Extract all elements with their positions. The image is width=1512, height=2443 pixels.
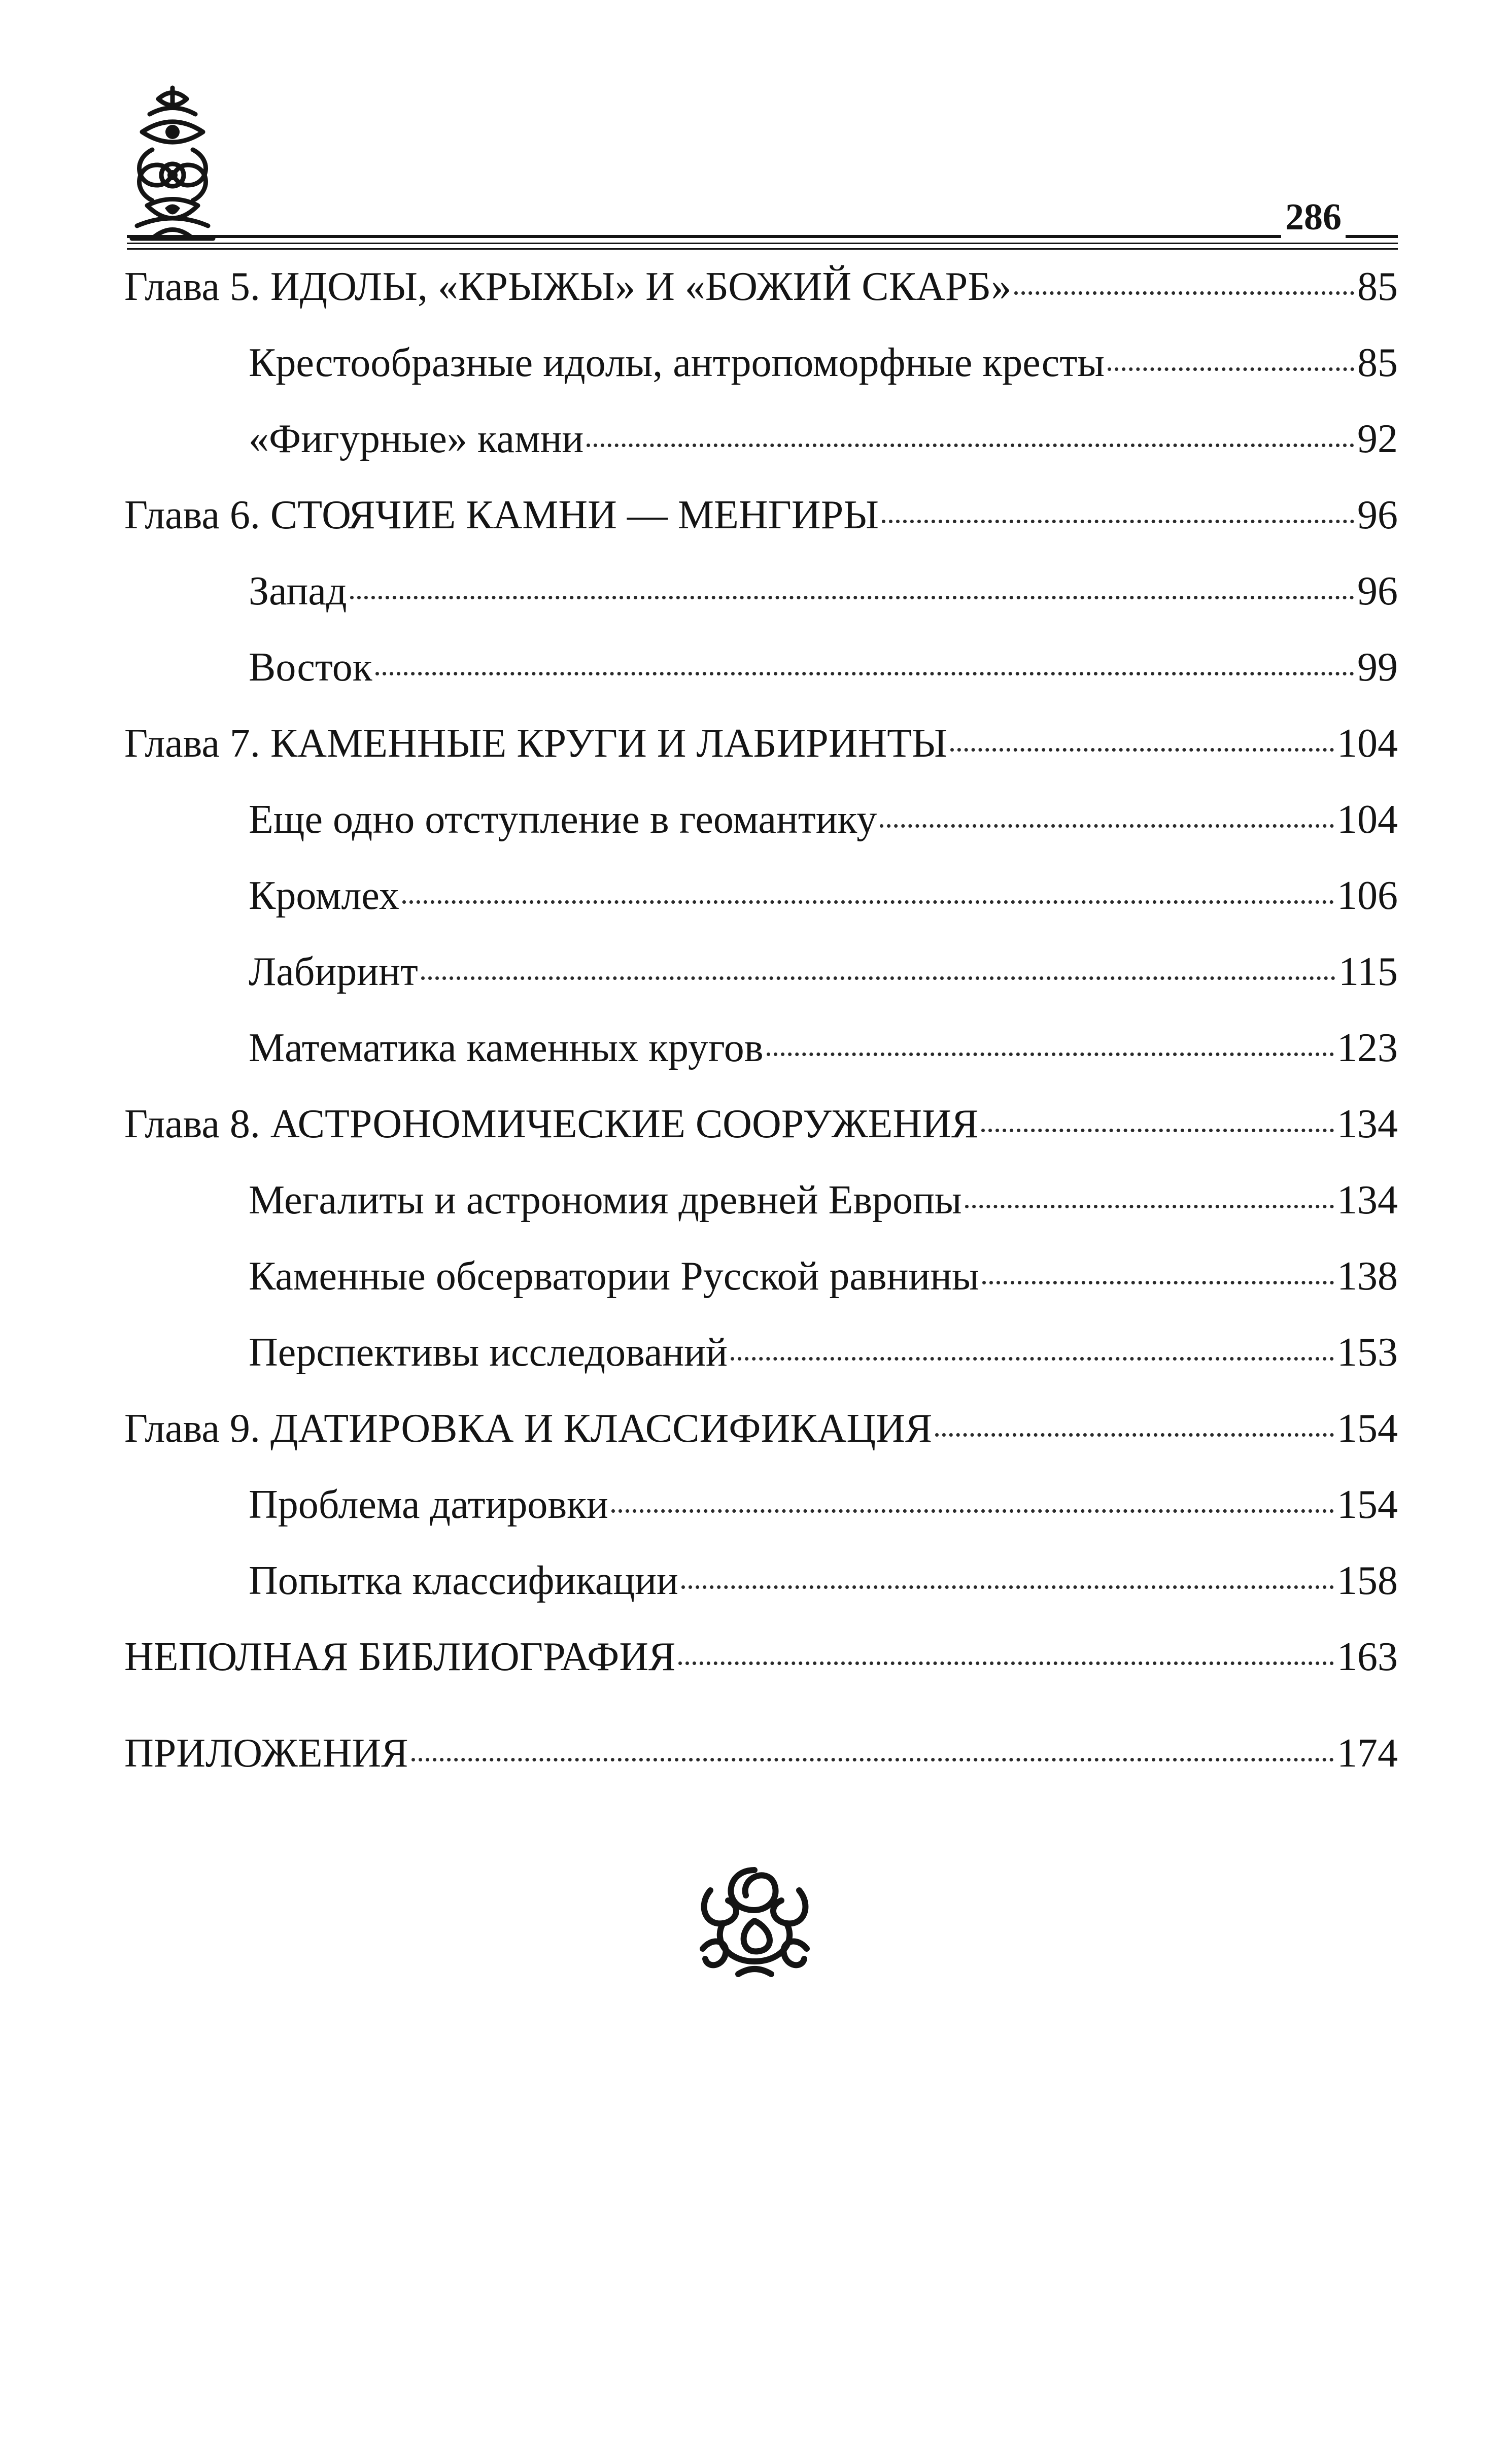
toc-entry-title: Перспективы исследований: [249, 1330, 728, 1375]
toc-chapter-entry: [124, 490, 1398, 566]
header-rule: [127, 243, 1398, 244]
toc-entry-page-number: 104: [1337, 797, 1398, 842]
toc-dot-leader: [1108, 367, 1354, 371]
toc-entry-title: Проблема датировки: [249, 1482, 608, 1527]
toc-dot-leader: [587, 444, 1354, 447]
toc-dot-leader: [1014, 291, 1354, 295]
toc-entry-page-number: 92: [1357, 417, 1398, 461]
toc-section-entry: [124, 566, 1398, 642]
toc-dot-leader: [880, 824, 1334, 828]
toc-entry-page-number: 123: [1337, 1026, 1398, 1070]
toc-entry-title: Математика каменных кругов: [249, 1026, 764, 1070]
toc-section-entry: [124, 414, 1398, 490]
toc-chapter-entry: [124, 1403, 1398, 1479]
toc-entry-title: Каменные обсерватории Русской равнины: [249, 1254, 979, 1299]
toc-dot-leader: [411, 1758, 1334, 1761]
toc-entry-page-number: 158: [1337, 1558, 1398, 1603]
toc-section-entry: [124, 946, 1398, 1023]
toc-entry-page-number: 96: [1357, 493, 1398, 537]
toc-entry-page-number: 153: [1337, 1330, 1398, 1375]
toc-entry-page-number: 96: [1357, 569, 1398, 614]
celtic-knot-tailpiece-icon: [693, 1860, 817, 1982]
toc-section-entry: [124, 1555, 1398, 1632]
page-header: [0, 0, 1512, 254]
toc-section-entry: [124, 870, 1398, 946]
toc-dot-leader: [421, 976, 1335, 980]
toc-entry-title: Запад: [249, 569, 347, 614]
toc-entry-title: Глава 5. ИДОЛЫ, «КРЫЖЫ» И «БОЖИЙ СКАРБ»: [124, 264, 1012, 309]
ornamental-knot-vignette-icon: [122, 84, 223, 251]
page-number: 286: [1281, 194, 1346, 240]
toc-section-entry: [124, 642, 1398, 718]
toc-entry-title: Кромлех: [249, 873, 399, 918]
toc-entry-page-number: 115: [1338, 949, 1398, 994]
toc-entry-page-number: 104: [1337, 721, 1398, 766]
toc-entry-page-number: 174: [1337, 1731, 1398, 1776]
toc-entry-page-number: 154: [1337, 1482, 1398, 1527]
toc-entry-page-number: 134: [1337, 1102, 1398, 1146]
toc-section-entry: [124, 1175, 1398, 1251]
toc-dot-leader: [611, 1509, 1334, 1513]
toc-entry-page-number: 99: [1357, 645, 1398, 690]
toc-dot-leader: [935, 1433, 1334, 1437]
toc-dot-leader: [402, 900, 1334, 904]
header-rule: [127, 248, 1398, 250]
toc-chapter-entry: [124, 1632, 1398, 1728]
toc-section-entry: [124, 794, 1398, 870]
toc-chapter-entry: [124, 1099, 1398, 1175]
toc-dot-leader: [375, 672, 1354, 675]
toc-entry-title: Мегалиты и астрономия древней Европы: [249, 1178, 962, 1223]
toc-section-entry: [124, 1479, 1398, 1555]
toc-entry-title: ПРИЛОЖЕНИЯ: [124, 1731, 408, 1776]
toc-dot-leader: [882, 520, 1354, 523]
toc-entry-page-number: 85: [1357, 264, 1398, 309]
toc-dot-leader: [981, 1129, 1334, 1132]
header-rule: [127, 235, 1398, 238]
toc-section-entry: [124, 1327, 1398, 1403]
toc-section-entry: [124, 1023, 1398, 1099]
toc-dot-leader: [678, 1661, 1334, 1665]
toc-dot-leader: [767, 1053, 1334, 1056]
toc-entry-page-number: 138: [1337, 1254, 1398, 1299]
toc-entry-title: Попытка классификации: [249, 1558, 678, 1603]
toc-section-entry: [124, 1251, 1398, 1327]
toc-entry-title: НЕПОЛНАЯ БИБЛИОГРАФИЯ: [124, 1635, 676, 1679]
toc-chapter-entry: [124, 1728, 1398, 1804]
toc-entry-page-number: 106: [1337, 873, 1398, 918]
toc-entry-title: «Фигурные» камни: [249, 417, 584, 461]
toc-section-entry: [124, 337, 1398, 414]
toc-entry-page-number: 163: [1337, 1635, 1398, 1679]
toc-entry-title: Лабиринт: [249, 949, 418, 994]
toc-dot-leader: [681, 1585, 1334, 1589]
toc-dot-leader: [731, 1357, 1334, 1361]
toc-dot-leader: [950, 748, 1334, 752]
toc-entry-title: Глава 7. КАМЕННЫЕ КРУГИ И ЛАБИРИНТЫ: [124, 721, 947, 766]
toc-entry-title: Глава 6. СТОЯЧИЕ КАМНИ — МЕНГИРЫ: [124, 493, 879, 537]
table-of-contents: [124, 261, 1398, 1804]
toc-entry-title: Крестообразные идолы, антропоморфные кресты: [249, 341, 1105, 385]
toc-entry-page-number: 154: [1337, 1406, 1398, 1451]
toc-dot-leader: [982, 1281, 1334, 1284]
toc-entry-title: Еще одно отступление в геомантику: [249, 797, 877, 842]
toc-dot-leader: [350, 596, 1354, 599]
toc-chapter-entry: [124, 718, 1398, 794]
toc-entry-title: Глава 9. ДАТИРОВКА И КЛАССИФИКАЦИЯ: [124, 1406, 933, 1451]
toc-entry-page-number: 85: [1357, 341, 1398, 385]
toc-entry-title: Глава 8. АСТРОНОМИЧЕСКИЕ СООРУЖЕНИЯ: [124, 1102, 979, 1146]
toc-chapter-entry: [124, 261, 1398, 337]
toc-entry-page-number: 134: [1337, 1178, 1398, 1223]
toc-dot-leader: [965, 1205, 1334, 1208]
toc-entry-title: Восток: [249, 645, 372, 690]
